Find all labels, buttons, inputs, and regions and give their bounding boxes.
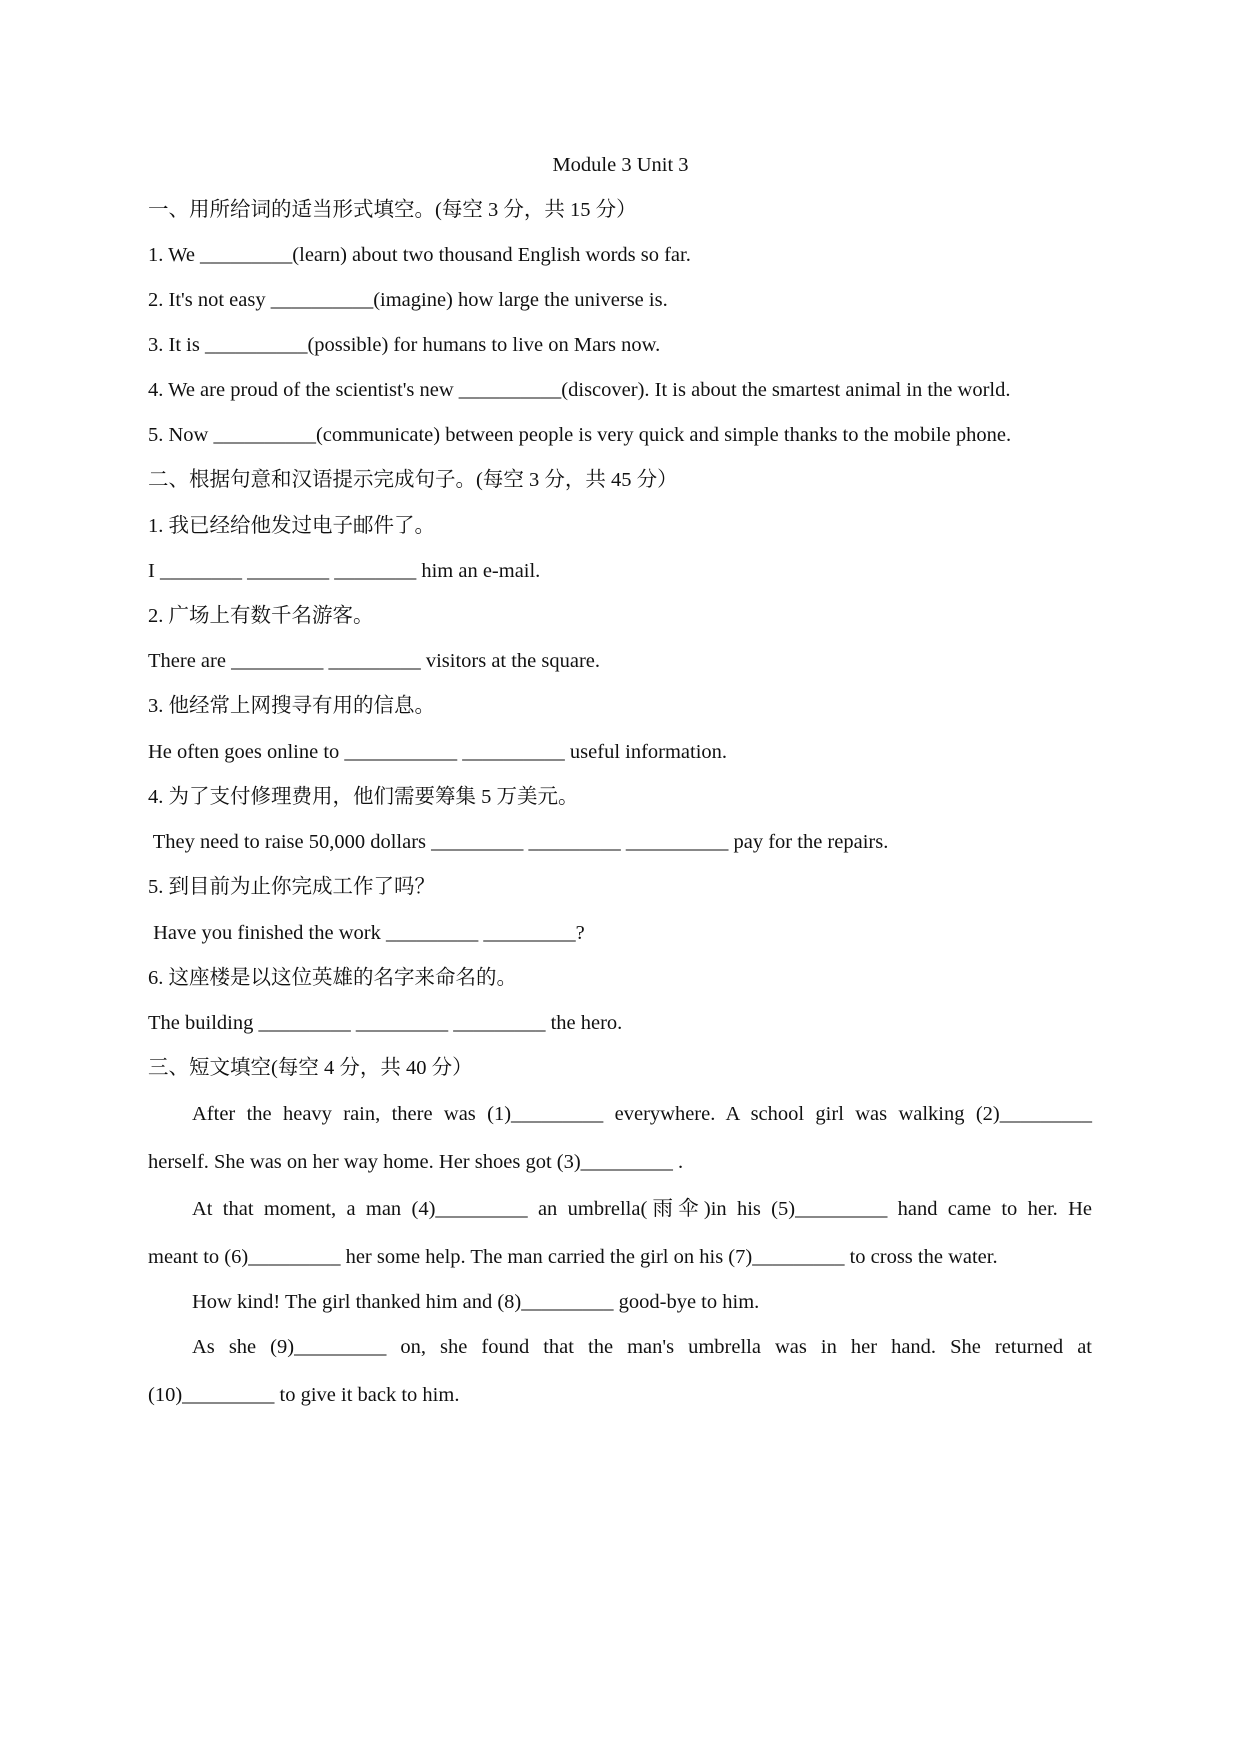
section-3-heading: 三、短文填空(每空 4 分，共 40 分） <box>148 1057 473 1079</box>
s2-question-2-cn: 2. 广场上有数千名游客。 <box>148 605 374 627</box>
section-2-heading: 二、根据句意和汉语提示完成句子。(每空 3 分，共 45 分） <box>148 469 678 491</box>
s2-question-6-en: The building _________ _________ _________ the hero. <box>148 1012 623 1034</box>
passage-p1-line2: herself. She was on her way home. Her shoes got (3)_________ . <box>148 1151 684 1173</box>
passage-p4-line2: (10)_________ to give it back to him. <box>148 1384 460 1406</box>
s2-question-3-cn: 3. 他经常上网搜寻有用的信息。 <box>148 695 435 717</box>
s2-question-6-cn: 6. 这座楼是以这位英雄的名字来命名的。 <box>148 967 517 989</box>
passage-p2-line1: At that moment, a man (4)_________ an umbrella(雨伞)in his (5)_________ hand came to her. He <box>192 1198 1092 1220</box>
section-1-heading: 一、用所给词的适当形式填空。(每空 3 分，共 15 分） <box>148 199 637 221</box>
s2-question-5-cn: 5. 到目前为止你完成工作了吗？ <box>148 876 435 898</box>
s1-question-4: 4. We are proud of the scientist's new __________(discover). It is about the smartest animal in the world. <box>148 379 1011 401</box>
s2-question-1-en: I ________ ________ ________ him an e-mail. <box>148 560 541 582</box>
s1-question-1: 1. We _________(learn) about two thousand English words so far. <box>148 244 691 266</box>
s2-question-2-en: There are _________ _________ visitors at the square. <box>148 650 601 672</box>
s2-question-4-cn: 4. 为了支付修理费用，他们需要筹集 5 万美元。 <box>148 786 579 808</box>
passage-p4-line1: As she (9)_________ on, she found that the man's umbrella was in her hand. She returned at <box>192 1336 1092 1358</box>
passage-p1-line1: After the heavy rain, there was (1)_________ everywhere. A school girl was walking (2)_________ <box>192 1103 1092 1125</box>
s2-question-4-en: They need to raise 50,000 dollars _________ _________ __________ pay for the repairs. <box>148 831 889 853</box>
page-title: Module 3 Unit 3 <box>552 154 689 176</box>
s2-question-3-en: He often goes online to ___________ __________ useful information. <box>148 741 728 763</box>
passage-p3: How kind! The girl thanked him and (8)_________ good-bye to him. <box>192 1291 760 1313</box>
s2-question-1-cn: 1. 我已经给他发过电子邮件了。 <box>148 515 435 537</box>
s1-question-2: 2. It's not easy __________(imagine) how large the universe is. <box>148 289 668 311</box>
s2-question-5-en: Have you finished the work _________ _________? <box>148 922 585 944</box>
s1-question-5: 5. Now __________(communicate) between people is very quick and simple thanks to the mobile phone. <box>148 424 1012 446</box>
s1-question-3: 3. It is __________(possible) for humans to live on Mars now. <box>148 334 661 356</box>
passage-p2-line2: meant to (6)_________ her some help. The man carried the girl on his (7)_________ to cross the water. <box>148 1246 998 1268</box>
